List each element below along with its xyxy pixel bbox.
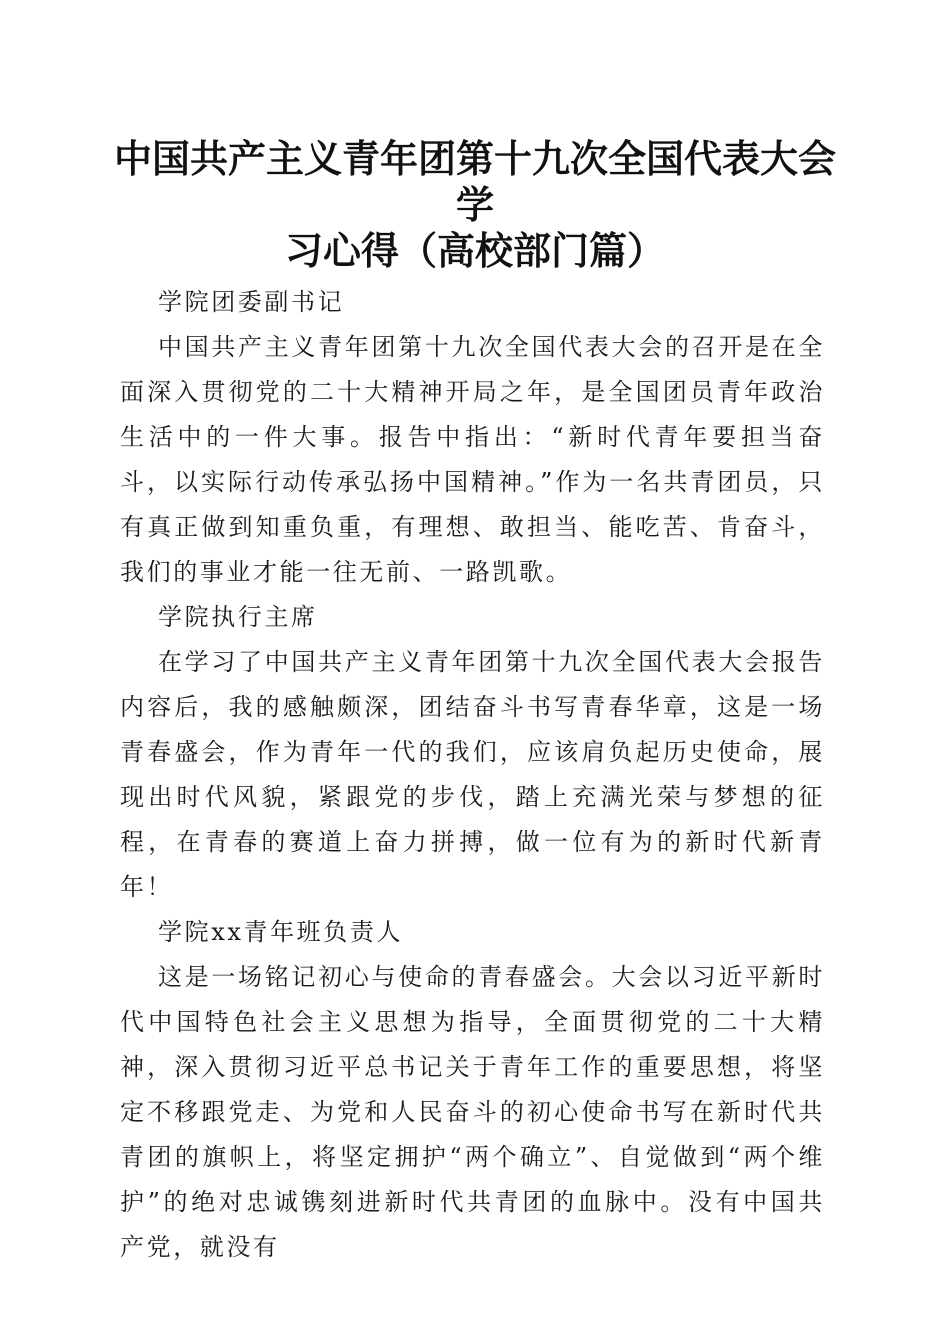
title-line-2: 习心得（高校部门篇）: [284, 228, 665, 273]
author-role-1: 学院团委副书记: [158, 288, 345, 316]
title-line-1: 中国共产主义青年团第十九次全国代表大会学: [113, 136, 836, 227]
document-title: [110, 136, 840, 274]
paragraph-2: 在学习了中国共产主义青年团第十九次全国代表大会报告内容后，我的感触颇深，团结奋斗书写青春华章，这是一场青春盛会，作为青年一代的我们，应该肩负起历史使命，展现出时代风貌，紧跟党的步伐，踏上充满光荣与梦想的征程，在青春的赛道上奋力拼搏，做一位有为的新时代新青年！: [120, 648, 825, 901]
author-role-3: 学院xx青年班负责人: [158, 918, 404, 946]
paragraph-3: 这是一场铭记初心与使命的青春盛会。大会以习近平新时代中国特色社会主义思想为指导，全面贯彻党的二十大精神，深入贯彻习近平总书记关于青年工作的重要思想，将坚定不移跟党走、为党和人民奋斗的初心使命书写在新时代共青团的旗帜上，将坚定拥护“两个确立”、自觉做到“两个维护”的绝对忠诚镌刻进新时代共青团的血脉中。没有中国共产党，就没有: [120, 963, 825, 1261]
author-role-2: 学院执行主席: [158, 603, 318, 631]
paragraph-1: 中国共产主义青年团第十九次全国代表大会的召开是在全面深入贯彻党的二十大精神开局之年，是全国团员青年政治生活中的一件大事。报告中指出：“新时代青年要担当奋斗，以实际行动传承弘扬中国精神。”作为一名共青团员，只有真正做到知重负重，有理想、敢担当、能吃苦、肯奋斗，我们的事业才能一往无前、一路凯歌。: [120, 333, 825, 586]
document-body: [120, 280, 825, 1270]
